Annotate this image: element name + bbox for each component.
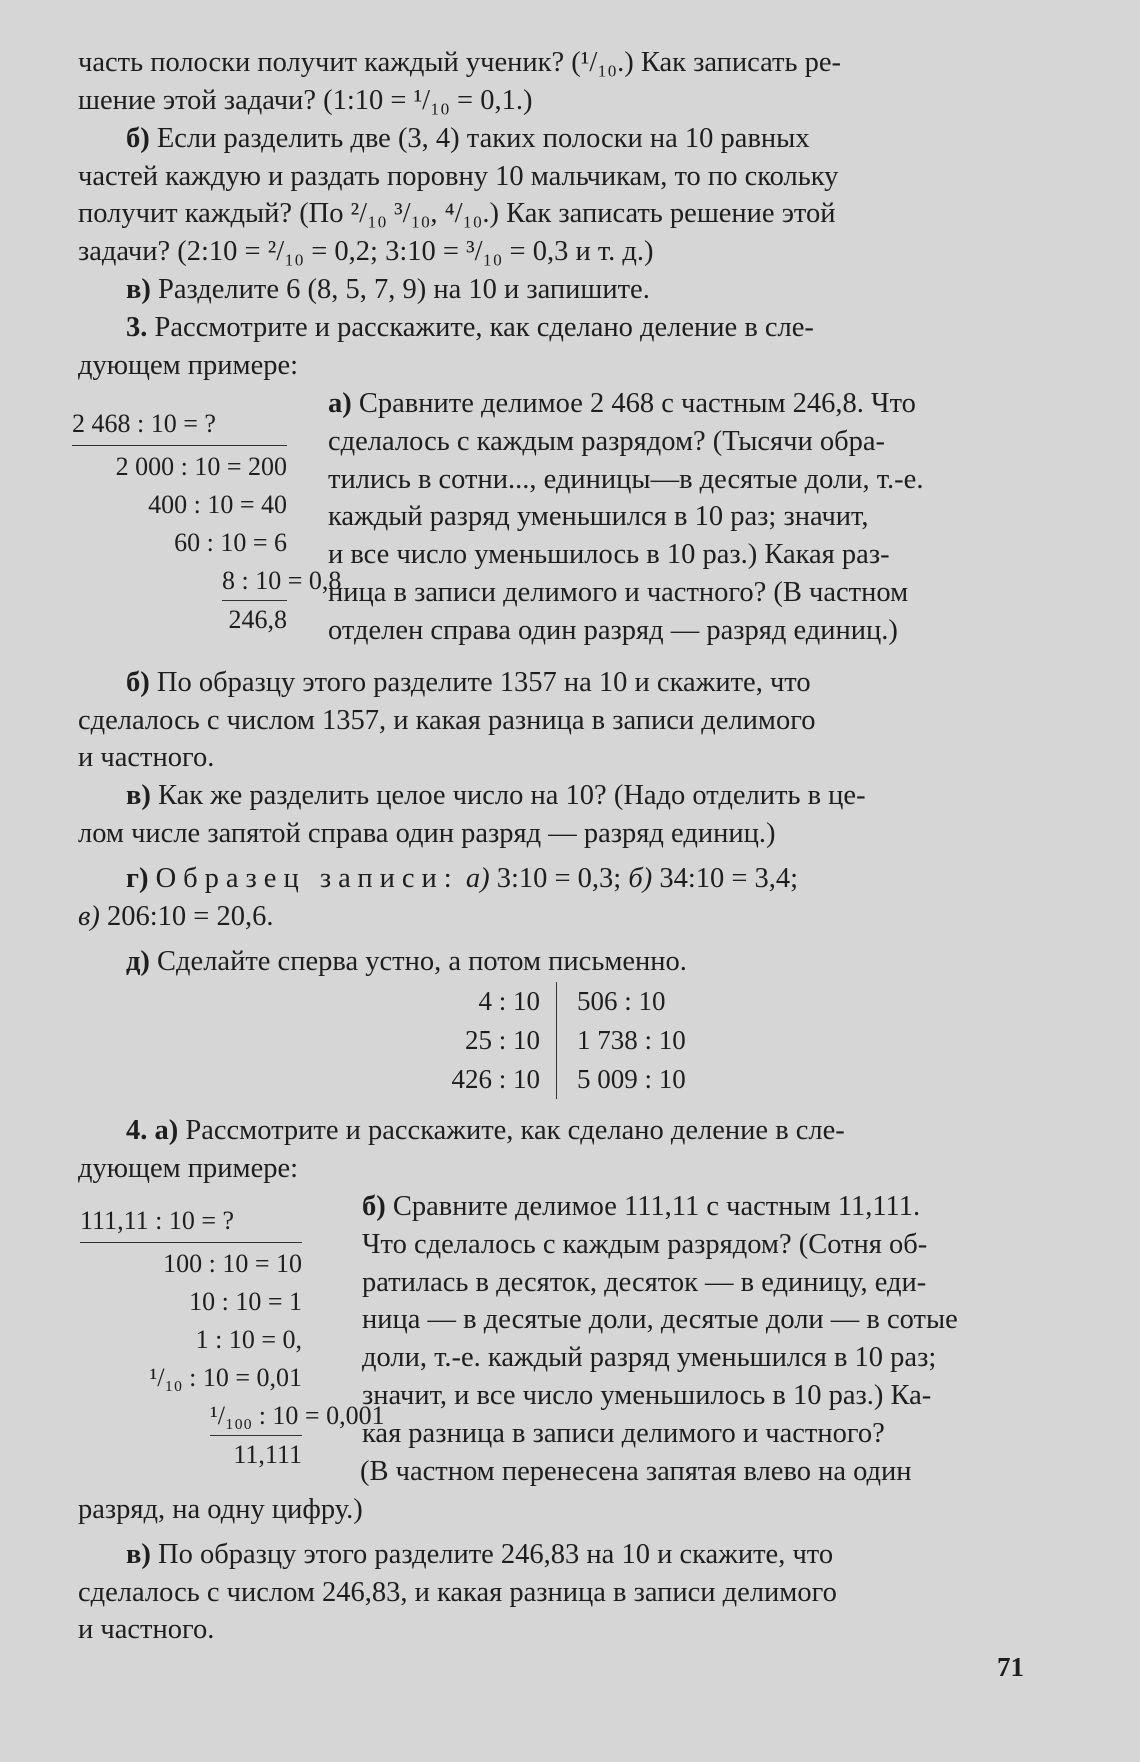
task3-v-label: в) (126, 780, 151, 811)
task4-v-line: и частного. (78, 1614, 215, 1645)
task4-example (80, 1202, 385, 1474)
table-cell: 25 : 10 (464, 1025, 540, 1055)
task3-a-line: тились в сотни..., единицы—в десятые доли, т.-е. (328, 463, 924, 495)
table-cell: 506 : 10 (577, 986, 666, 1016)
task4-example-head: 111,11 : 10 = ? (80, 1202, 302, 1243)
task4-heading (78, 1112, 1068, 1187)
task3-line-2: дующем примере: (78, 349, 299, 381)
task3-g-v-label: в) (78, 900, 100, 932)
task4-v-line: сделалось с числом 246,83, и какая разница в записи делимого (78, 1576, 837, 1608)
task4-line: дующем примере: (78, 1152, 299, 1184)
intro-line-2: шение этой задачи? (1:10 = ¹/₁₀ = 0,1.) (78, 84, 533, 116)
task4-b-line: Сравните делимое 111,11 с частным 11,111. (392, 1191, 921, 1222)
task3-d-text: Сделайте сперва устно, а потом письменно. (157, 946, 687, 977)
task3-g-a-value: 3:10 = 0,3; (496, 863, 622, 894)
task4-b-line: доли, т.-е. каждый разряд уменьшился в 10 раз; (362, 1342, 937, 1374)
task3-g-paragraph (78, 860, 1068, 935)
task3-v-line: лом числе запятой справа один разряд — разряд единиц.) (78, 817, 776, 849)
intro-paragraph (78, 44, 1068, 119)
task3-g-v-value: 206:10 = 20,6. (107, 900, 274, 932)
task4-b-line: ратилась в десяток, десяток — в единицу, еди- (362, 1266, 927, 1298)
table-left-column (440, 982, 557, 1099)
task3-g-a-label: а) (465, 863, 490, 894)
item-b-line-4: задачи? (2:10 = ²/₁₀ = 0,2; 3:10 = ³/₁₀ = 0,3 и т. д.) (78, 235, 654, 267)
task4-b-tail (78, 1453, 1068, 1528)
item-b-label: б) (126, 123, 150, 154)
task3-v-line: Как же разделить целое число на 10? (Надо отделить в це- (158, 780, 866, 811)
task3-a-line: каждый разряд уменьшился в 10 раз; значит, (328, 501, 869, 533)
task3-a-line: сделалось с каждым разрядом? (Тысячи обра- (328, 425, 885, 457)
task3-b-paragraph (78, 664, 1068, 777)
task4-b-line: ница — в десятые доли, десятые доли — в сотые (362, 1304, 958, 1336)
task3-heading (78, 309, 1068, 384)
task4-example-row: 10 : 10 = 1 (189, 1287, 302, 1316)
task3-a-line: и все число уменьшилось в 10 раз.) Какая раз- (328, 539, 890, 571)
task4-b-line: разряд, на одну цифру.) (78, 1493, 363, 1525)
task4-v-label: в) (126, 1539, 151, 1570)
task3-a-line: отделен справа один разряд — разряд единиц.) (328, 614, 898, 646)
task4-example-row: 100 : 10 = 10 (163, 1249, 302, 1278)
task3-label: 3. (126, 312, 148, 343)
task3-example-row: 400 : 10 = 40 (148, 490, 287, 519)
item-v-paragraph (78, 271, 1068, 309)
page-number: 71 (997, 1652, 1024, 1682)
task3-example-row: 2 000 : 10 = 200 (115, 452, 287, 481)
item-b-paragraph (78, 120, 1068, 270)
task3-a-text (328, 385, 1068, 650)
task4-label: 4. а) (126, 1115, 179, 1146)
task4-b-line: (В частном перенесена запятая влево на один (360, 1456, 912, 1487)
task4-v-line: По образцу этого разделите 246,83 на 10 и скажите, что (158, 1539, 834, 1570)
table-right-column (557, 982, 686, 1099)
item-b-line-2: частей каждую и раздать поровну 10 мальчикам, то по скольку (78, 160, 839, 192)
task3-g-b-label: б) (628, 863, 653, 894)
task3-example-row: 8 : 10 = 0,8 (222, 562, 287, 601)
item-v-text: Разделите 6 (8, 5, 7, 9) на 10 и запишите. (158, 274, 650, 305)
task4-b-label: б) (362, 1191, 386, 1222)
task3-a-line: ница в записи делимого и частного? (В частном (328, 576, 909, 608)
task3-line-1: Рассмотрите и расскажите, как сделано деление в сле- (154, 312, 814, 343)
item-v-label: в) (126, 274, 151, 305)
table-cell: 1 738 : 10 (577, 1025, 686, 1055)
task3-example-row: 60 : 10 = 6 (174, 528, 287, 557)
task4-b-line: Что сделалось с каждым разрядом? (Сотня об- (362, 1228, 928, 1260)
task3-exercise-table (440, 982, 686, 1099)
item-b-line-1: Если разделить две (3, 4) таких полоски на 10 равных (156, 123, 810, 154)
task3-b-label: б) (126, 667, 150, 698)
task4-example-result: 11,111 (233, 1440, 302, 1469)
task4-example-row: ¹/₁₀₀ : 10 = 0,001 (210, 1397, 302, 1436)
table-cell: 5 009 : 10 (577, 1064, 686, 1094)
task3-a-line: Сравните делимое 2 468 с частным 246,8. Что (358, 388, 916, 419)
task3-b-line: и частного. (78, 742, 215, 773)
task4-b-line: кая разница в записи делимого и частного? (362, 1417, 885, 1449)
task3-b-line: сделалось с числом 1357, и какая разница в записи делимого (78, 704, 816, 736)
task4-b-line: значит, и все число уменьшилось в 10 раз.) Ка- (362, 1379, 932, 1411)
task3-d-paragraph (78, 943, 1068, 981)
task3-v-paragraph (78, 777, 1068, 852)
task3-g-b-value: 34:10 = 3,4; (659, 863, 799, 894)
task4-example-row: ¹/₁₀ : 10 = 0,01 (149, 1363, 302, 1392)
task3-g-title: Образец записи: (155, 863, 459, 894)
task3-example-result: 246,8 (228, 605, 287, 634)
task3-d-label: д) (126, 946, 150, 977)
task4-b-text (362, 1188, 1068, 1453)
intro-line-1: часть полоски получит каждый ученик? (¹/₁₀.) Как записать ре- (78, 47, 842, 78)
task3-example-head: 2 468 : 10 = ? (72, 405, 287, 446)
table-cell: 4 : 10 (478, 986, 540, 1016)
task3-a-label: а) (328, 388, 352, 419)
item-b-line-3: получит каждый? (По ²/₁₀ ³/₁₀, ⁴/₁₀.) Как записать решение этой (78, 198, 836, 229)
task3-example (72, 405, 342, 639)
table-cell: 426 : 10 (451, 1064, 540, 1094)
task4-line: Рассмотрите и расскажите, как сделано деление в сле- (185, 1115, 845, 1146)
task3-b-line: По образцу этого разделите 1357 на 10 и скажите, что (156, 667, 811, 698)
task4-example-row: 1 : 10 = 0, (195, 1325, 302, 1354)
task3-g-label: г) (126, 863, 149, 894)
task4-v-paragraph (78, 1536, 1068, 1649)
